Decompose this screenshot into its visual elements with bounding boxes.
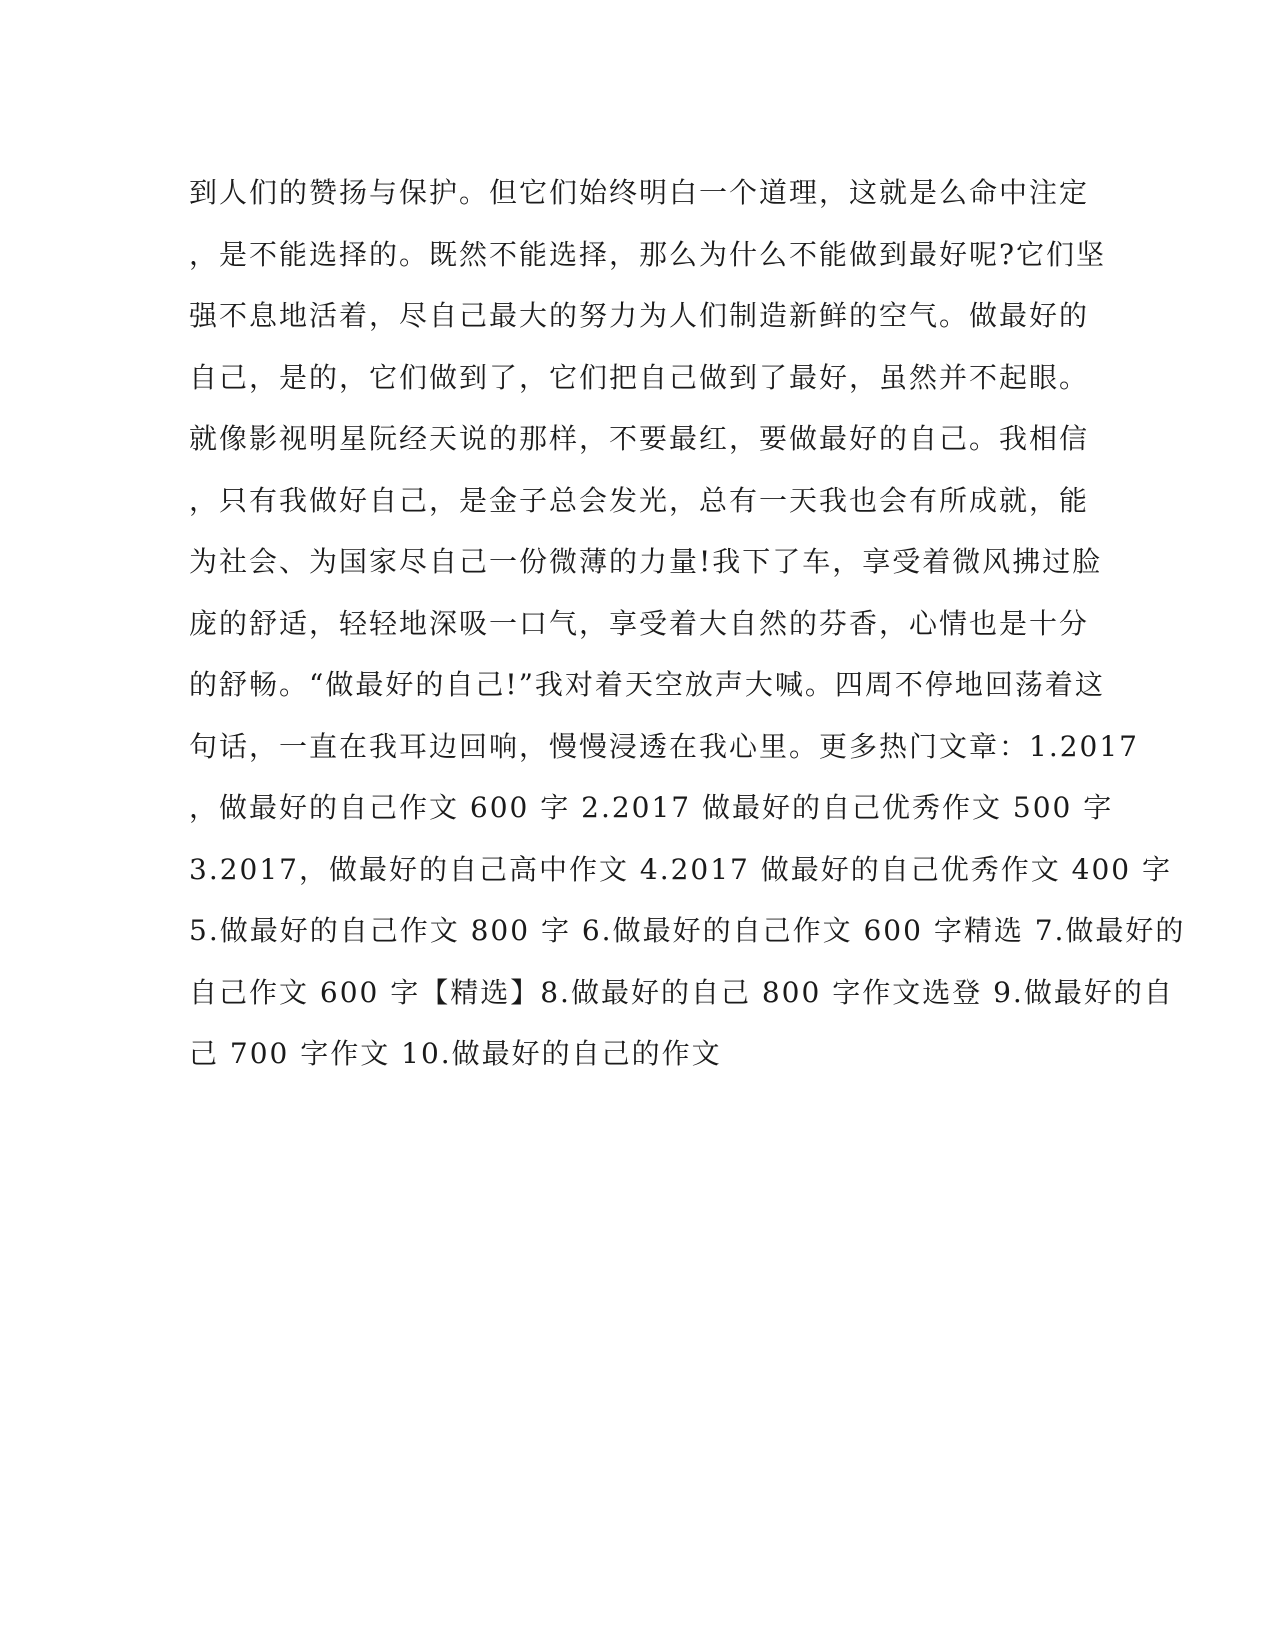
text-line: 3.2017，做最好的自己高中作文 4.2017 做最好的自己优秀作文 400 字 xyxy=(189,852,1172,886)
text-line: 强不息地活着，尽自己最大的努力为人们制造新鲜的空气。做最好的 xyxy=(189,299,1090,332)
text-line: 到人们的赞扬与保护。但它们始终明白一个道理，这就是么命中注定 xyxy=(189,176,1090,209)
text-line: 5.做最好的自己作文 800 字 6.做最好的自己作文 600 字精选 7.做最好的 xyxy=(189,914,1186,947)
text-line: 的舒畅。“做最好的自己!”我对着天空放声大喊。四周不停地回荡着这 xyxy=(189,668,1105,701)
body-text xyxy=(189,162,1186,1085)
text-line: 己 700 字作文 10.做最好的自己的作文 xyxy=(189,1037,722,1070)
text-line: ，只有我做好自己，是金子总会发光，总有一天我也会有所成就，能 xyxy=(189,483,1090,517)
text-line: 自己，是的，它们做到了，它们把自己做到了最好，虽然并不起眼。 xyxy=(189,360,1090,394)
text-line: 句话，一直在我耳边回响，慢慢浸透在我心里。更多热门文章：1.2017 xyxy=(189,729,1139,763)
text-line: 庞的舒适，轻轻地深吸一口气，享受着大自然的芬香，心情也是十分 xyxy=(189,606,1090,640)
text-line: 就像影视明星阮经天说的那样，不要最红，要做最好的自己。我相信 xyxy=(189,422,1090,455)
text-line: ，做最好的自己作文 600 字 2.2017 做最好的自己优秀作文 500 字 xyxy=(189,791,1114,824)
text-line: 为社会、为国家尽自己一份微薄的力量!我下了车，享受着微风拂过脸 xyxy=(189,545,1103,578)
text-line: 自己作文 600 字【精选】8.做最好的自己 800 字作文选登 9.做最好的自 xyxy=(189,975,1174,1009)
text-line: ，是不能选择的。既然不能选择，那么为什么不能做到最好呢?它们坚 xyxy=(189,237,1107,271)
